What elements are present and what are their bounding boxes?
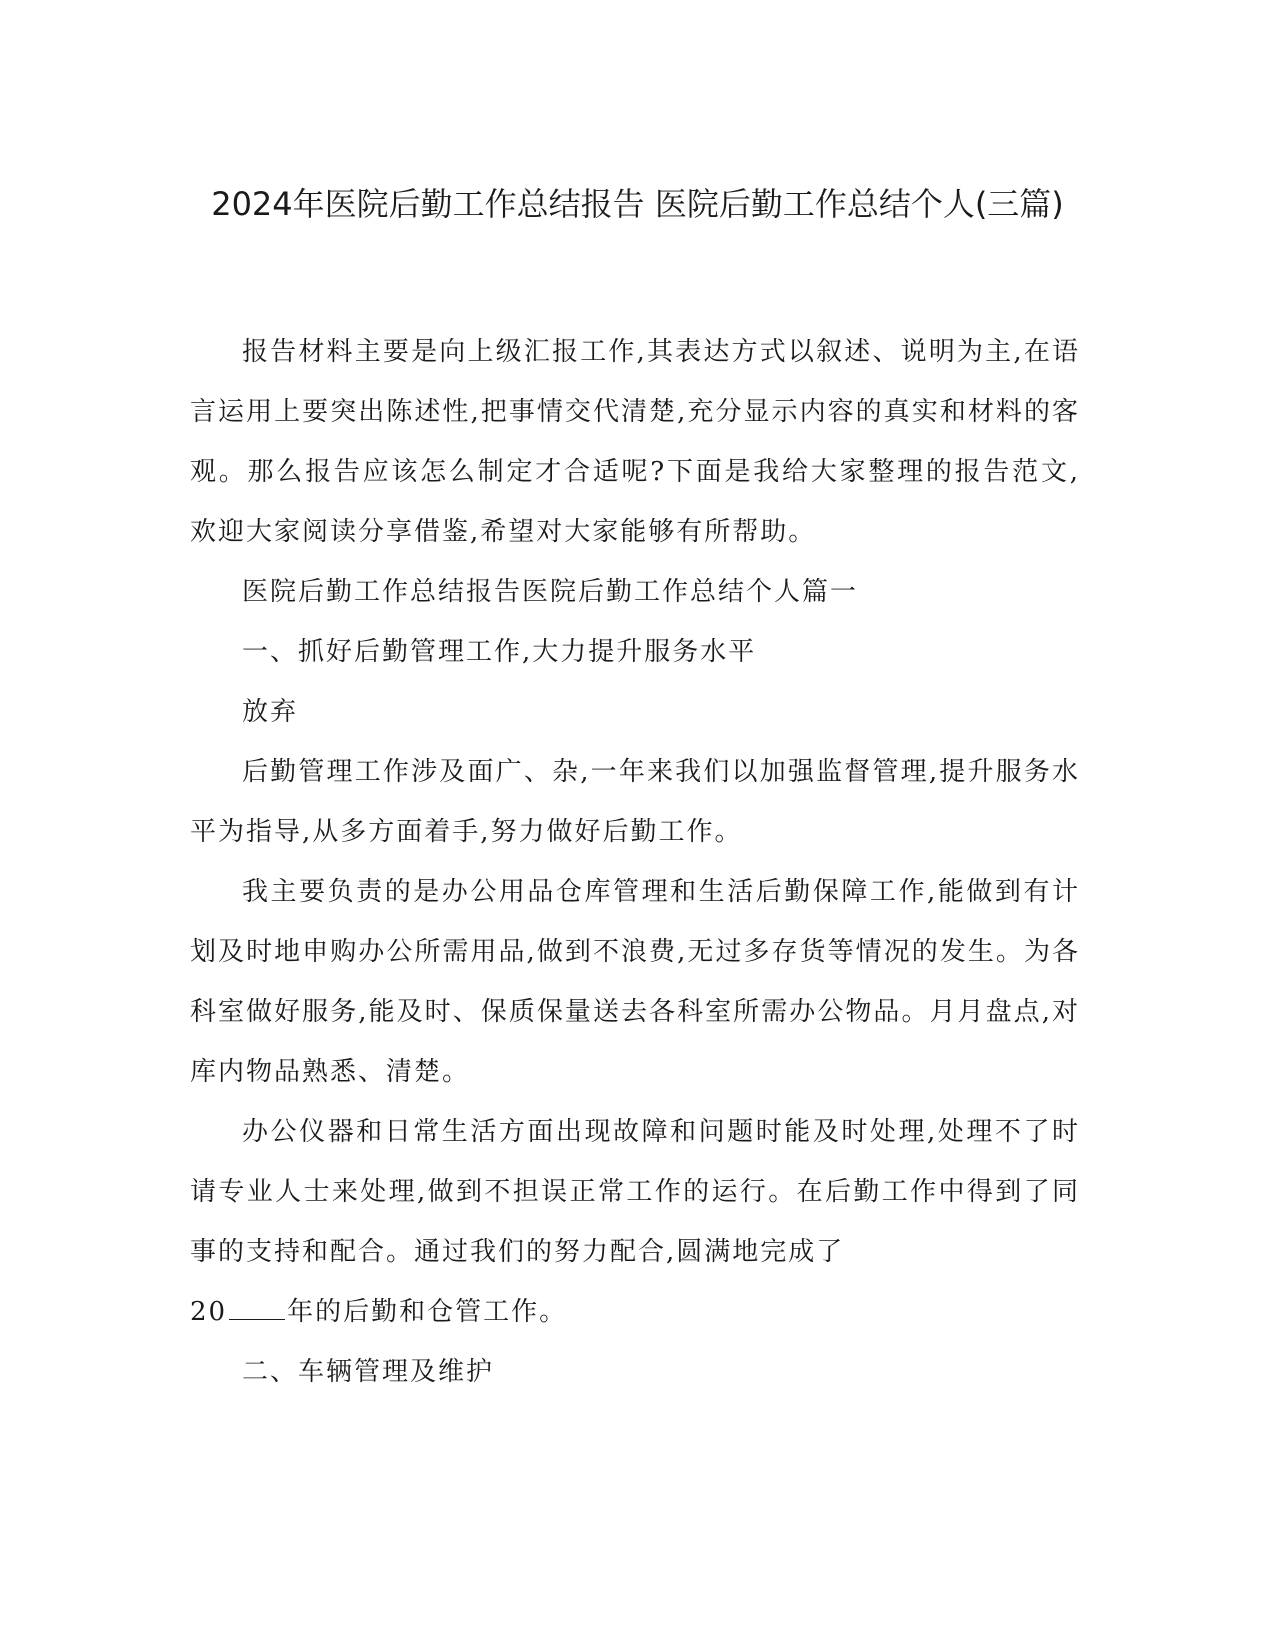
- intro-paragraph: 报告材料主要是向上级汇报工作,其表达方式以叙述、说明为主,在语言运用上要突出陈述性,把事情交代清楚,充分显示内容的真实和材料的客观。那么报告应该怎么制定才合适呢?下面是我给大家整理的报告范文,欢迎大家阅读分享借鉴,希望对大家能够有所帮助。: [190, 337, 1080, 547]
- section-heading-part-one: 医院后勤工作总结报告医院后勤工作总结个人篇一: [242, 577, 859, 607]
- year-blank-line: [229, 1297, 285, 1320]
- subheading-logistics-management: 一、抓好后勤管理工作,大力提升服务水平: [242, 637, 757, 667]
- subheading-vehicle-management: 二、车辆管理及维护: [242, 1357, 495, 1387]
- paragraph-logistics-scope: 后勤管理工作涉及面广、杂,一年来我们以加强监督管理,提升服务水平为指导,从多方面着手,努力做好后勤工作。: [190, 757, 1080, 847]
- paragraph-equipment-maintenance: 办公仪器和日常生活方面出现故障和问题时能及时处理,处理不了时请专业人士来处理,做到不担误正常工作的运行。在后勤工作中得到了同事的支持和配合。通过我们的努力配合,圆满地完成了: [190, 1117, 1080, 1267]
- paragraph-year-completion: [190, 1282, 1080, 1342]
- document-body: [190, 322, 1080, 1402]
- document-title: 2024年医院后勤工作总结报告 医院后勤工作总结个人(三篇): [211, 185, 1064, 223]
- year-suffix: 年的后勤和仓管工作。: [287, 1297, 568, 1327]
- year-prefix: 20: [190, 1297, 228, 1327]
- paragraph-warehouse-duties: 我主要负责的是办公用品仓库管理和生活后勤保障工作,能做到有计划及时地申购办公所需用品,做到不浪费,无过多存货等情况的发生。为各科室做好服务,能及时、保质保量送去各科室所需办公物品。月月盘点,对库内物品熟悉、清楚。: [190, 877, 1080, 1087]
- paragraph-abandon: 放弃: [242, 697, 299, 727]
